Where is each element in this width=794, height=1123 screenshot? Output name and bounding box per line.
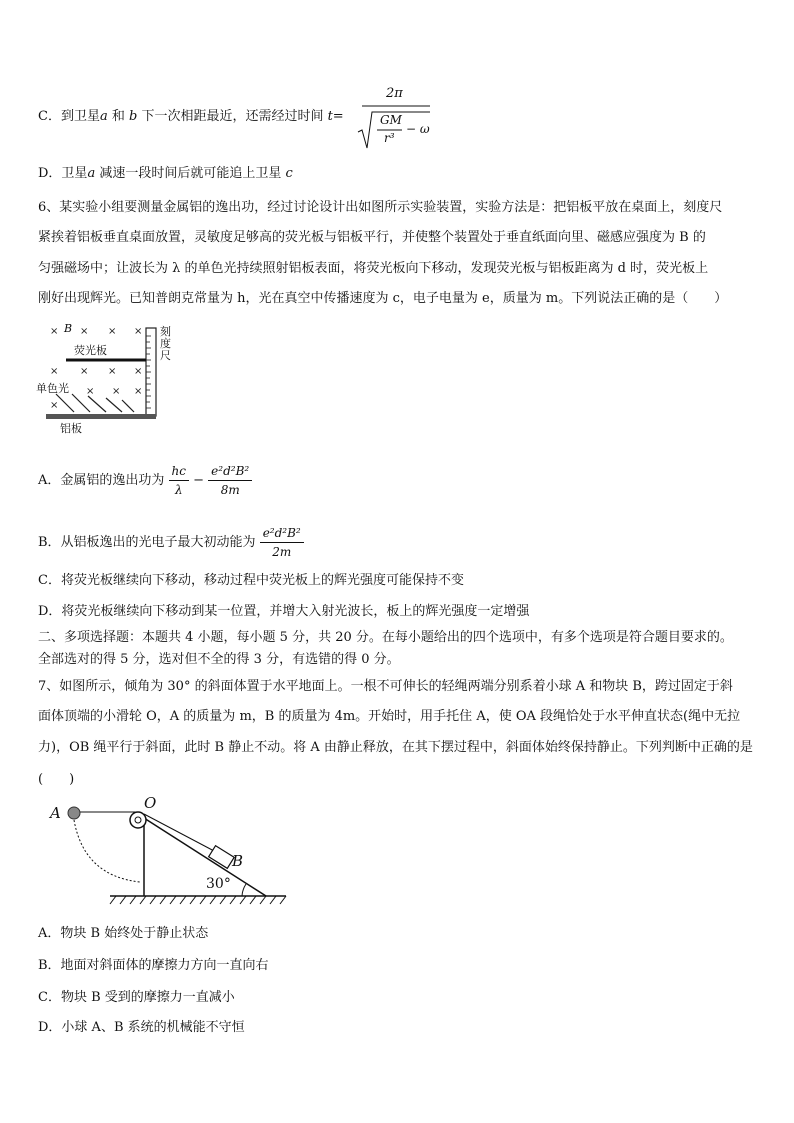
formula-r3: r³ xyxy=(384,131,395,145)
q6-label-plate: 铝板 xyxy=(60,422,82,435)
q6-apparatus-figure xyxy=(36,322,196,434)
svg-text:×: × xyxy=(50,366,59,377)
q6-line-4: 刚好出现辉光。已知普朗克常量为 h，光在真空中传播速度为 c，电子电量为 e，质量为 m。下列说法正确的是（ ） xyxy=(38,291,728,306)
fraction-e2d2b2-2m: $\frac{\text{e²d²B²}}{2m}$ xyxy=(260,524,304,561)
svg-text:×: × xyxy=(134,386,143,397)
q6-apparatus-drawing xyxy=(36,322,196,434)
q7-incline-figure xyxy=(44,796,290,908)
fraction-hc-lambda: $\frac{hc}{\lambda}$ xyxy=(169,462,189,499)
option-d-previous: D．卫星a 减速一段时间后就可能追上卫星 c xyxy=(38,166,293,181)
section2-line-2: 全部选对的得 5 分，选对但不全的得 3 分，有选错的得 0 分。 xyxy=(38,652,400,667)
q6-line-3: 匀强磁场中；让波长为 λ 的单色光持续照射铝板表面，将荧光板向下移动，发现荧光板与铝板距离为 d 时，荧光板上 xyxy=(38,261,709,276)
option-c-previous: C．到卫星a 和 b 下一次相距最近，还需经过时间 t= xyxy=(38,109,344,124)
q6-option-d: D．将荧光板继续向下移动到某一位置，并增大入射光波长，板上的辉光强度一定增强 xyxy=(38,604,530,619)
q6-option-c: C．将荧光板继续向下移动，移动过程中荧光板上的辉光强度可能保持不变 xyxy=(38,573,464,588)
q7-line-4: ( ) xyxy=(38,772,75,787)
q7-label-angle: 30° xyxy=(206,876,231,892)
svg-text:×: × xyxy=(108,326,117,337)
svg-text:×: × xyxy=(134,366,143,377)
q6-option-a: A．金属铝的逸出功为 $\frac{hc}{\lambda}$ − $\frac{\text{e²d²B²}}{8m}$ xyxy=(38,462,252,499)
q7-option-a: A．物块 B 始终处于静止状态 xyxy=(38,926,209,941)
section2-line-1: 二、多项选择题：本题共 4 小题，每小题 5 分，共 20 分。在每小题给出的四个选项中，有多个选项是符合题目要求的。 xyxy=(38,630,733,645)
q6-label-ruler: 刻度尺 xyxy=(160,325,171,362)
q6-option-b: B．从铝板逸出的光电子最大初动能为 $\frac{\text{e²d²B²}}{2m}$ xyxy=(38,524,304,561)
q7-option-b: B．地面对斜面体的摩擦力方向一直向右 xyxy=(38,958,269,973)
q7-line-2: 面体顶端的小滑轮 O，A 的质量为 m，B 的质量为 4m。开始时，用手托住 A，使 OA 段绳恰处于水平伸直状态(绳中无拉 xyxy=(38,709,741,724)
svg-text:×: × xyxy=(112,386,121,397)
q7-option-d: D．小球 A、B 系统的机械能不守恒 xyxy=(38,1020,245,1035)
formula-minus-omega: − ω xyxy=(406,122,430,136)
q7-incline-drawing xyxy=(44,796,290,908)
q6-line-1: 6、某实验小组要测量金属铝的逸出功，经过讨论设计出如图所示实验装置，实验方法是：把铝板平放在桌面上，刻度尺 xyxy=(38,200,723,215)
q7-label-b: B xyxy=(232,852,244,870)
q7-line-1: 7、如图所示，倾角为 30° 的斜面体置于水平地面上。一根不可伸长的轻绳两端分别系着小球 A 和物块 B，跨过固定于斜 xyxy=(38,679,733,694)
q6-label-light: 单色光 xyxy=(36,382,69,395)
formula-gm: GM xyxy=(380,113,402,127)
time-formula xyxy=(356,86,436,152)
svg-text:×: × xyxy=(80,366,89,377)
q7-label-o: O xyxy=(144,794,157,812)
q7-option-c: C．物块 B 受到的摩擦力一直减小 xyxy=(38,990,235,1005)
q6-label-screen: 荧光板 xyxy=(74,344,107,357)
svg-text:×: × xyxy=(108,366,117,377)
svg-text:×: × xyxy=(80,326,89,337)
fraction-e2d2b2-8m: $\frac{\text{e²d²B²}}{8m}$ xyxy=(208,462,252,499)
q7-label-a: A xyxy=(50,804,61,822)
q6-line-2: 紧挨着铝板垂直桌面放置，灵敏度足够高的荧光板与铝板平行，并使整个装置处于垂直纸面向里、磁感应强度为 B 的 xyxy=(38,230,706,245)
svg-text:×: × xyxy=(134,326,143,337)
svg-text:×: × xyxy=(50,326,59,337)
q7-line-3: 力)，OB 绳平行于斜面，此时 B 静止不动。将 A 由静止释放，在其下摆过程中，斜面体始终保持静止。下列判断中正确的是 xyxy=(38,740,753,755)
svg-text:×: × xyxy=(50,400,59,411)
svg-text:×: × xyxy=(86,386,95,397)
formula-numerator: 2π xyxy=(386,86,403,101)
q6-label-b: B xyxy=(64,322,73,335)
